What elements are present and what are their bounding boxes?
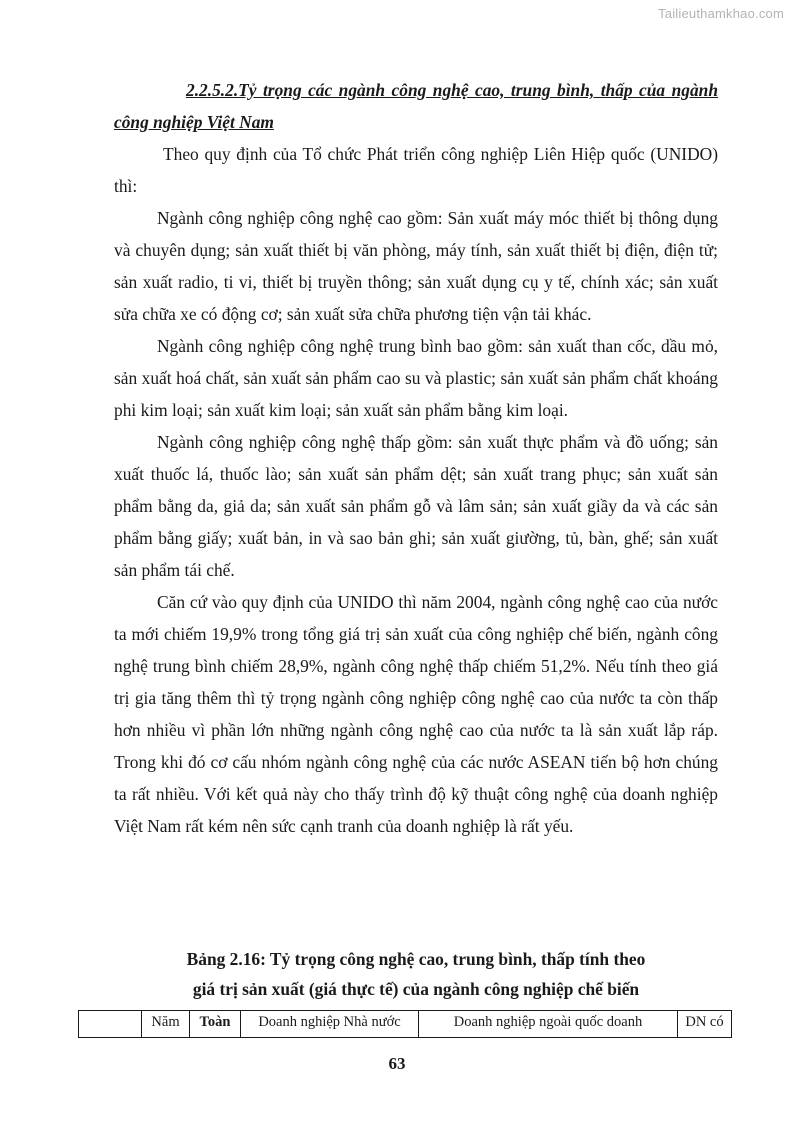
document-body bbox=[114, 74, 718, 842]
table-header-year: Năm bbox=[142, 1011, 190, 1038]
table-caption-line-1: Bảng 2.16: Tỷ trọng công nghệ cao, trung bình, thấp tính theo bbox=[186, 949, 646, 969]
paragraph-high-tech: Ngành công nghiệp công nghệ cao gồm: Sản xuất máy móc thiết bị thông dụng và chuyên dụng; sản xuất thiết bị văn phòng, máy tính, sản xuất thiết bị điện, điện tử; sản xuất radio, ti vi, thiết bị truyền thông; sản xuất dụng cụ y tế, chính xác; sản xuất sửa chữa xe có động cơ; sản xuất sửa chữa phương tiện vận tải khác. bbox=[114, 208, 718, 324]
table-caption-line-2: giá trị sản xuất (giá thực tế) của ngành công nghiệp chế biến bbox=[192, 979, 640, 999]
table-header-total: Toàn bbox=[190, 1011, 241, 1038]
paragraph-medium-tech: Ngành công nghiệp công nghệ trung bình bao gồm: sản xuất than cốc, dầu mỏ, sản xuất hoá chất, sản xuất sản phẩm cao su và plastic; sản xuất sản phẩm chất khoáng phi kim loại; sản xuất kim loại; sản xuất sản phẩm bằng kim loại. bbox=[114, 336, 718, 420]
paragraph-unido-intro: Theo quy định của Tổ chức Phát triển công nghiệp Liên Hiệp quốc (UNIDO) thì: bbox=[114, 144, 718, 196]
table-header-cell bbox=[79, 1011, 142, 1038]
table-header-state-enterprise: Doanh nghiệp Nhà nước bbox=[241, 1011, 419, 1038]
data-table bbox=[78, 1010, 732, 1038]
page-number: 63 bbox=[388, 1054, 406, 1073]
table-header-fdi-enterprise: DN có bbox=[678, 1011, 732, 1038]
watermark: Tailieuthamkhao.com bbox=[658, 6, 784, 21]
table-caption bbox=[114, 944, 718, 1004]
paragraph-low-tech: Ngành công nghiệp công nghệ thấp gồm: sản xuất thực phẩm và đồ uống; sản xuất thuốc lá, thuốc lào; sản xuất sản phẩm dệt; sản xuất trang phục; sản xuất sản phẩm bằng da, giả da; sản xuất sản phẩm gỗ và lâm sản; sản xuất giầy da và các sản phẩm bằng giấy; xuất bản, in và sao bản ghi; sản xuất giường, tủ, bàn, ghế; sản xuất sản phẩm tái chế. bbox=[114, 432, 718, 580]
paragraph-analysis-2004: Căn cứ vào quy định của UNIDO thì năm 2004, ngành công nghệ cao của nước ta mới chiếm 19,9% trong tổng giá trị sản xuất của công nghiệp chế biến, ngành công nghệ trung bình chiếm 28,9%, ngành công nghệ thấp chiếm 51,2%. Nếu tính theo giá trị gia tăng thêm thì tỷ trọng ngành công nghiệp công nghệ cao của nước ta còn thấp hơn nhiều vì phần lớn những ngành công nghệ cao của nước ta là sản xuất lắp ráp. Trong khi đó cơ cấu nhóm ngành công nghệ của các nước ASEAN tiến bộ hơn chúng ta rất nhiều. Với kết quả này cho thấy trình độ kỹ thuật công nghệ của doanh nghiệp Việt Nam rất kém nên sức cạnh tranh của doanh nghiệp là rất yếu. bbox=[114, 592, 718, 836]
table-header-row bbox=[79, 1011, 732, 1038]
table-header-non-state-enterprise: Doanh nghiệp ngoài quốc doanh bbox=[419, 1011, 678, 1038]
section-heading: 2.2.5.2.Tỷ trọng các ngành công nghệ cao, trung bình, thấp của ngành công nghiệp Việt Nam bbox=[114, 80, 718, 132]
